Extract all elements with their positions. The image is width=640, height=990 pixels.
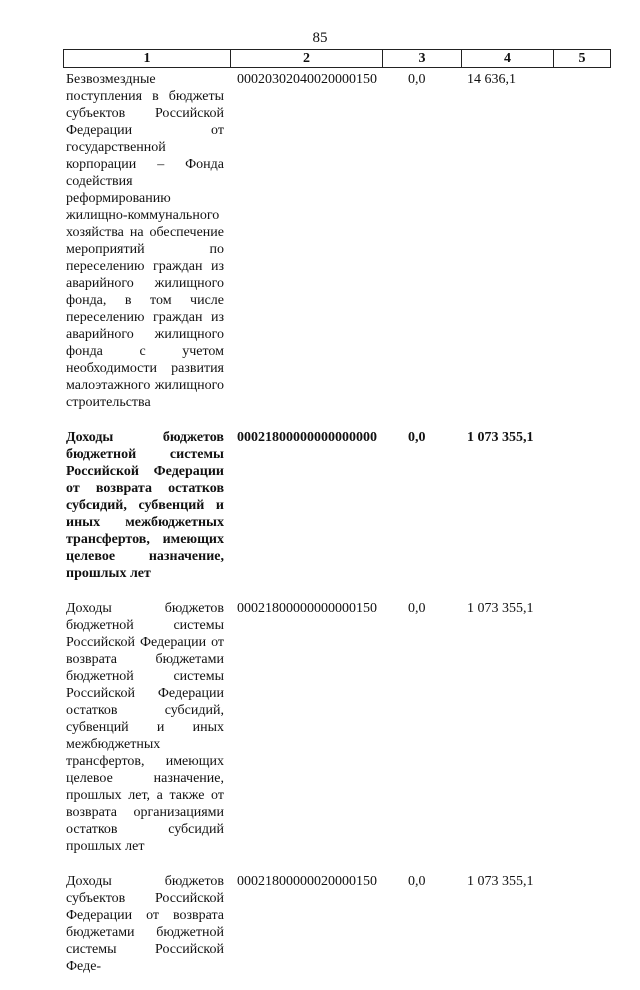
- row-value-col4: 1 073 355,1: [462, 426, 554, 597]
- row-value-col3: 0,0: [383, 870, 462, 990]
- table-row: [64, 426, 611, 597]
- row-code: 00021800000000000000: [231, 426, 383, 597]
- row-value-col5: [554, 597, 611, 870]
- table-row: [64, 68, 611, 427]
- page-number: 85: [0, 30, 640, 47]
- row-name: Доходы бюджетов бюджетной системы Российской Федерации от возврата бюджетами бюджетной системы Российской Федерации остатков субсидий, субвенций и иных межбюджетных трансфертов, имеющих целевое назначение, прошлых лет, а также от возврата организациями остатков субсидий прошлых лет: [64, 597, 231, 870]
- row-value-col4: 1 073 355,1: [462, 870, 554, 990]
- table-body: [64, 68, 611, 990]
- table-header: [64, 50, 611, 68]
- table-row: [64, 597, 611, 870]
- table-row: [64, 870, 611, 990]
- row-value-col3: 0,0: [383, 597, 462, 870]
- row-name: Безвозмездные поступления в бюджеты субъектов Российской Федерации от государственной корпорации – Фонда содействия реформированию жилищно-коммунального хозяйства на обеспечение мероприятий по переселению граждан из аварийного жилищного фонда, в том числе переселению граждан из аварийного жилищного фонда с учетом необходимости развития малоэтажного жилищного строительства: [64, 68, 231, 427]
- row-value-col4: 1 073 355,1: [462, 597, 554, 870]
- header-col-5: 5: [554, 50, 611, 68]
- header-col-4: 4: [462, 50, 554, 68]
- row-code: 00021800000020000150: [231, 870, 383, 990]
- row-value-col5: [554, 426, 611, 597]
- row-value-col4: 14 636,1: [462, 68, 554, 427]
- header-row: [64, 50, 611, 68]
- row-code: 00021800000000000150: [231, 597, 383, 870]
- row-value-col3: 0,0: [383, 426, 462, 597]
- row-value-col3: 0,0: [383, 68, 462, 427]
- row-code: 00020302040020000150: [231, 68, 383, 427]
- row-value-col5: [554, 870, 611, 990]
- header-col-3: 3: [383, 50, 462, 68]
- row-value-col5: [554, 68, 611, 427]
- budget-table: [63, 49, 611, 990]
- row-name: Доходы бюджетов бюджетной системы Российской Федерации от возврата остатков субсидий, субвенций и иных межбюджетных трансфертов, имеющих целевое назначение, прошлых лет: [64, 426, 231, 597]
- row-name: Доходы бюджетов субъектов Российской Федерации от возврата бюджетами бюджетной системы Российской Феде-: [64, 870, 231, 990]
- header-col-2: 2: [231, 50, 383, 68]
- header-col-1: 1: [64, 50, 231, 68]
